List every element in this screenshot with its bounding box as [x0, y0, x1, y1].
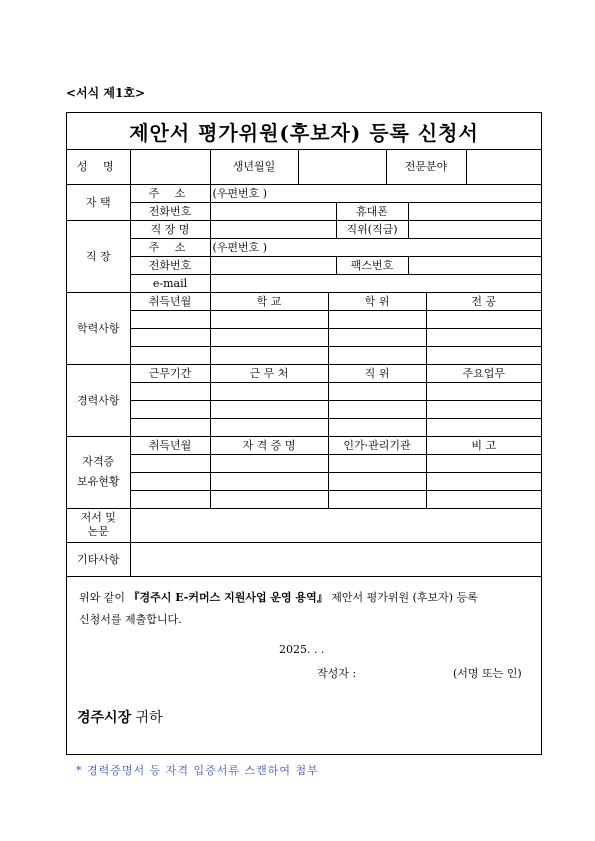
career-row	[67, 400, 541, 418]
company-field[interactable]	[210, 221, 336, 239]
license-table	[67, 437, 541, 509]
other-label: 기타사항	[67, 543, 130, 577]
publications-field[interactable]	[130, 509, 541, 543]
education-row	[67, 346, 541, 364]
education-header: 전 공	[426, 293, 541, 311]
attachment-note: * 경력증명서 등 자격 입증서류 스캔하여 첨부	[76, 764, 319, 777]
birth-field[interactable]	[298, 150, 386, 184]
education-header: 학 위	[328, 293, 426, 311]
work-phone-field[interactable]	[210, 256, 336, 274]
license-row	[67, 472, 541, 490]
recipient	[77, 707, 163, 727]
education-table	[67, 293, 541, 365]
work-address-field[interactable]: (우편번호 )	[210, 238, 541, 256]
license-section-line1: 자격증	[82, 455, 115, 468]
home-phone-field[interactable]	[210, 202, 336, 220]
career-header: 주요업무	[426, 365, 541, 383]
recipient-name: 경주시장	[77, 710, 132, 726]
home-address-label: 주 소	[130, 185, 210, 203]
project-name: 『경주시 E-커머스 지원사업 운영 용역』	[128, 591, 328, 604]
title-row	[67, 113, 541, 150]
career-row	[67, 382, 541, 400]
license-section-line2: 보유현황	[76, 475, 120, 488]
name-field[interactable]	[130, 150, 210, 184]
birth-label: 생년월일	[210, 150, 298, 184]
position-field[interactable]	[408, 221, 541, 239]
statement-block	[67, 577, 541, 752]
work-section-label: 직 장	[67, 221, 130, 293]
company-label: 직 장 명	[130, 221, 210, 239]
recipient-honorific: 귀하	[131, 710, 163, 726]
basic-info-table	[67, 150, 541, 185]
work-address-label: 주 소	[130, 238, 210, 256]
position-label: 직위(직급)	[336, 221, 408, 239]
home-phone-label: 전화번호	[130, 202, 210, 220]
work-phone-label: 전화번호	[130, 256, 210, 274]
mobile-field[interactable]	[408, 202, 541, 220]
signature-label: (서명 또는 인)	[453, 667, 522, 680]
publications-label	[67, 509, 130, 543]
career-header: 직 위	[328, 365, 426, 383]
license-header: 취득년월	[130, 437, 210, 455]
education-header: 취득년월	[130, 293, 210, 311]
education-header: 학 교	[210, 293, 328, 311]
statement-line2: 신청서를 제출합니다.	[79, 613, 182, 626]
license-section-label	[67, 437, 130, 509]
form-title: 제안서 평가위원(후보자) 등록 신청서	[129, 120, 479, 145]
other-field[interactable]	[130, 543, 541, 577]
fax-field[interactable]	[408, 256, 541, 274]
career-row	[67, 418, 541, 436]
education-row	[67, 328, 541, 346]
career-header: 근 무 처	[210, 365, 328, 383]
home-section-label: 자 택	[67, 185, 130, 221]
submission-date[interactable]: 2025. . .	[279, 643, 325, 656]
home-address-field[interactable]: (우편번호 )	[210, 185, 541, 203]
education-row	[67, 310, 541, 328]
publications-line2: 논문	[87, 525, 109, 539]
statement-suffix: 제안서 평가위원 (후보자) 등록	[327, 591, 478, 604]
education-section-label: 학력사항	[67, 293, 130, 365]
extra-table	[67, 509, 541, 578]
application-form	[66, 112, 542, 755]
career-header: 근무기간	[130, 365, 210, 383]
statement-line1	[79, 589, 478, 605]
work-table	[67, 221, 541, 293]
career-table	[67, 365, 541, 437]
field-field[interactable]	[466, 150, 541, 184]
writer-label: 작성자 :	[317, 667, 357, 680]
home-table	[67, 185, 541, 221]
fax-label: 팩스번호	[336, 256, 408, 274]
license-header: 자 격 증 명	[210, 437, 328, 455]
career-section-label: 경력사항	[67, 365, 130, 437]
email-field[interactable]	[210, 274, 541, 292]
form-number-label: <서식 제1호>	[66, 86, 146, 100]
license-header: 인가·관리기관	[328, 437, 426, 455]
license-header: 비 고	[426, 437, 541, 455]
name-label: 성 명	[67, 150, 130, 184]
publications-line1: 저서 및	[80, 511, 116, 525]
email-label: e-mail	[130, 274, 210, 292]
mobile-label: 휴대폰	[336, 202, 408, 220]
license-row	[67, 490, 541, 508]
field-label: 전문분야	[386, 150, 466, 184]
statement-prefix: 위와 같이	[79, 591, 129, 604]
license-row	[67, 454, 541, 472]
